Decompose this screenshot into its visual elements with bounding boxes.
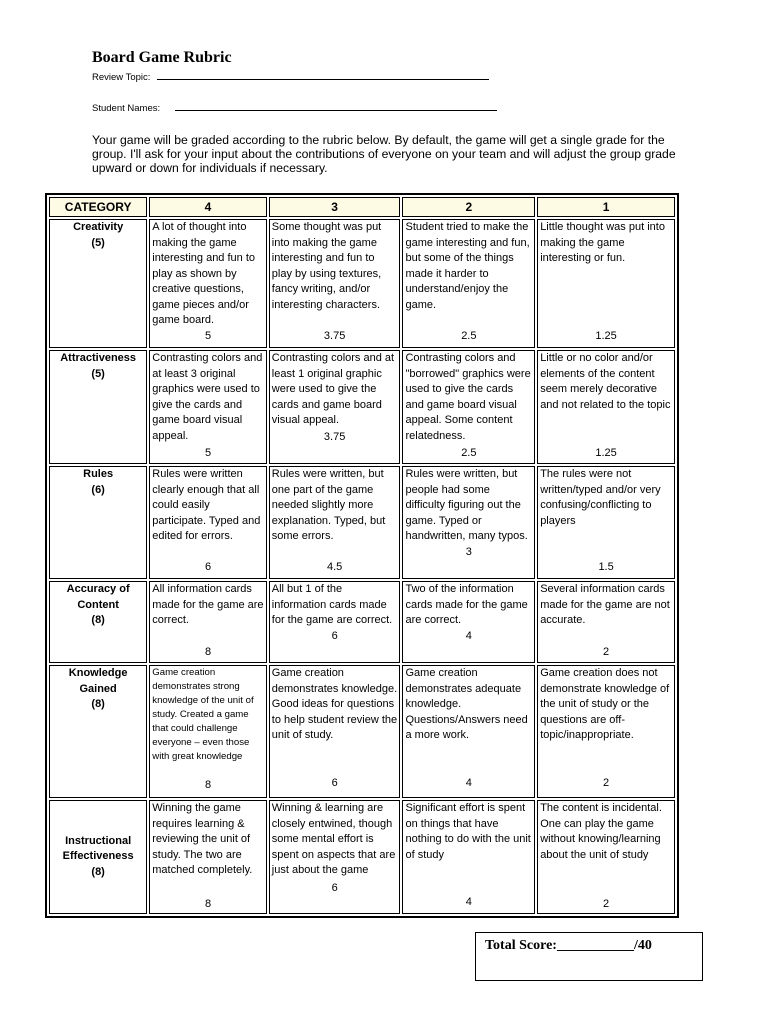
rubric-cell (402, 800, 535, 914)
rubric-cell (149, 800, 267, 914)
cell-description: Game creation demonstrates knowledge. Good ideas for questions to help student review the unit of study. (271, 667, 398, 741)
rubric-cell (269, 350, 401, 464)
rubric-cell (537, 800, 675, 914)
cell-description: All but 1 of the information cards made for the game are correct. (271, 583, 393, 626)
cell-description: Winning the game requires learning & reviewing the unit of study. The two are matched completely. (152, 802, 253, 876)
category-cell (49, 466, 147, 579)
cell-score: 2.5 (461, 330, 477, 342)
review-topic-label: Review Topic: (92, 72, 151, 83)
category-name: Attractiveness (60, 352, 137, 364)
cell-score: 1.5 (598, 561, 614, 573)
cell-score: 4 (465, 896, 472, 908)
category-cell (49, 665, 147, 798)
cell-score: 3 (465, 546, 472, 558)
table-row (49, 581, 675, 663)
review-topic-line[interactable] (157, 71, 489, 80)
cell-description: Little thought was put into making the game interesting or fun. (540, 221, 665, 264)
cell-description: Contrasting colors and "borrowed" graphics were used to give the cards and game board visual appeal. Some content relatedness. (405, 352, 531, 442)
table-row (49, 800, 675, 914)
rubric-cell (149, 219, 267, 348)
cell-description: Game creation does not demonstrate knowledge of the unit of study or the questions are off-topic/inappropriate. (540, 667, 670, 741)
cell-score: 2 (603, 646, 610, 658)
cell-score: 2 (603, 777, 610, 789)
cell-description: Game creation demonstrates strong knowledge of the unit of study. Created a game that could challenge everyone – even those with great knowledge (152, 667, 254, 762)
category-name: Creativity (73, 221, 124, 233)
cell-description: All information cards made for the game are correct. (152, 583, 264, 626)
cell-description: Rules were written, but people had some difficulty figuring out the game. Typed or handwritten, many typos. (405, 468, 528, 542)
cell-description: Little or no color and/or elements of the content seem merely decorative and not related to the topic (540, 352, 671, 411)
cell-score: 4 (465, 630, 472, 642)
cell-description: Winning & learning are closely entwined, though some mental effort is spent on aspects that are just about the game (271, 802, 396, 876)
cell-description: Rules were written clearly enough that all could easily participate. Typed and edited for errors. (152, 468, 261, 542)
cell-score: 6 (331, 777, 338, 789)
cell-description: The rules were not written/typed and/or very confusing/conflicting to players (540, 468, 661, 527)
table-row (49, 219, 675, 348)
category-points: (8) (91, 865, 105, 878)
table-row (49, 466, 675, 579)
rubric-cell (402, 219, 535, 348)
header-score-3: 3 (269, 197, 401, 217)
cell-score: 8 (204, 779, 212, 791)
category-cell (49, 219, 147, 348)
rubric-cell (149, 665, 267, 798)
cell-description: The content is incidental. One can play the game without knowing/learning about the unit of study (540, 802, 662, 861)
page-title: Board Game Rubric (92, 49, 232, 66)
cell-score: 2 (603, 898, 610, 910)
cell-score: 4 (465, 777, 472, 789)
cell-score: 5 (204, 330, 212, 342)
cell-score: 1.25 (595, 447, 617, 459)
rubric-cell (537, 219, 675, 348)
cell-score: 1.25 (595, 330, 617, 342)
category-name: Rules (83, 468, 114, 480)
cell-description: A lot of thought into making the game interesting and fun to play as shown by creative questions, game pieces and/or game board. (152, 221, 256, 326)
category-name: Accuracy of Content (66, 583, 130, 611)
rubric-cell (402, 350, 535, 464)
category-cell (49, 581, 147, 663)
category-points: (5) (91, 367, 105, 380)
cell-score: 2.5 (461, 447, 477, 459)
category-cell (49, 800, 147, 914)
cell-score: 4.5 (326, 561, 343, 573)
cell-description: Student tried to make the game interesting and fun, but some of the things made it harder to understand/enjoy the game. (405, 221, 530, 311)
table-header-row (49, 197, 675, 217)
category-name: Instructional Effectiveness (62, 834, 134, 863)
review-topic-field (92, 71, 489, 83)
total-score-blank[interactable]: ___________ (556, 938, 634, 953)
category-cell (49, 350, 147, 464)
category-name: Knowledge Gained (68, 667, 128, 695)
rubric-cell (269, 665, 401, 798)
rubric-cell (402, 581, 535, 663)
intro-paragraph: Your game will be graded according to the rubric below. By default, the game will get a single grade for the group. I'll ask for your input about the contributions of everyone on your team and will adjust the group grade upward or down for individuals if necessary. (92, 133, 676, 175)
rubric-cell (149, 350, 267, 464)
rubric-cell (149, 466, 267, 579)
rubric-cell (537, 665, 675, 798)
header-score-4: 4 (149, 197, 267, 217)
rubric-cell (537, 466, 675, 579)
student-names-field (92, 102, 497, 114)
category-points: (8) (91, 698, 105, 710)
cell-score: 8 (204, 646, 212, 658)
header-score-2: 2 (402, 197, 535, 217)
cell-description: Some thought was put into making the game interesting and fun to play by using textures, fancy writing, and/or interesting characters. (271, 221, 382, 311)
cell-description: Significant effort is spent on things that have nothing to do with the unit of study (405, 802, 531, 861)
cell-score: 3.75 (323, 330, 346, 342)
cell-description: Contrasting colors and at least 3 original graphics were used to give the cards and game board visual appeal. (152, 352, 263, 442)
rubric-cell (269, 800, 401, 914)
cell-score: 6 (331, 882, 338, 894)
total-score-label: Total Score: (485, 938, 557, 953)
total-score-max: /40 (633, 938, 652, 953)
rubric-cell (269, 581, 401, 663)
category-points: (6) (91, 483, 105, 496)
cell-description: Rules were written, but one part of the game needed slightly more explanation. Typed, but some errors. (271, 468, 386, 542)
table-row (49, 350, 675, 464)
student-names-line[interactable] (175, 102, 497, 111)
cell-description: Two of the information cards made for the game are correct. (405, 583, 528, 626)
category-points: (8) (91, 614, 105, 626)
cell-description: Contrasting colors and at least 1 original graphic were used to give the cards and game board visual appeal. (271, 352, 395, 426)
student-names-label: Student Names: (92, 103, 161, 114)
cell-score: 6 (331, 630, 338, 642)
rubric-cell (149, 581, 267, 663)
rubric-table (45, 193, 679, 918)
cell-description: Several information cards made for the game are not accurate. (540, 583, 670, 626)
rubric-cell (537, 581, 675, 663)
rubric-cell (402, 466, 535, 579)
header-category: CATEGORY (49, 197, 147, 217)
category-points: (5) (91, 236, 105, 249)
table-row (49, 665, 675, 798)
rubric-cell (269, 219, 401, 348)
cell-score: 6 (204, 561, 212, 573)
cell-score: 8 (204, 898, 212, 910)
rubric-cell (269, 466, 401, 579)
header-score-1: 1 (537, 197, 675, 217)
rubric-cell (537, 350, 675, 464)
cell-description: Game creation demonstrates adequate knowledge. Questions/Answers need a more work. (405, 667, 528, 741)
cell-score: 3.75 (323, 431, 346, 443)
total-score-box (475, 932, 703, 981)
rubric-cell (402, 665, 535, 798)
cell-score: 5 (204, 447, 212, 459)
